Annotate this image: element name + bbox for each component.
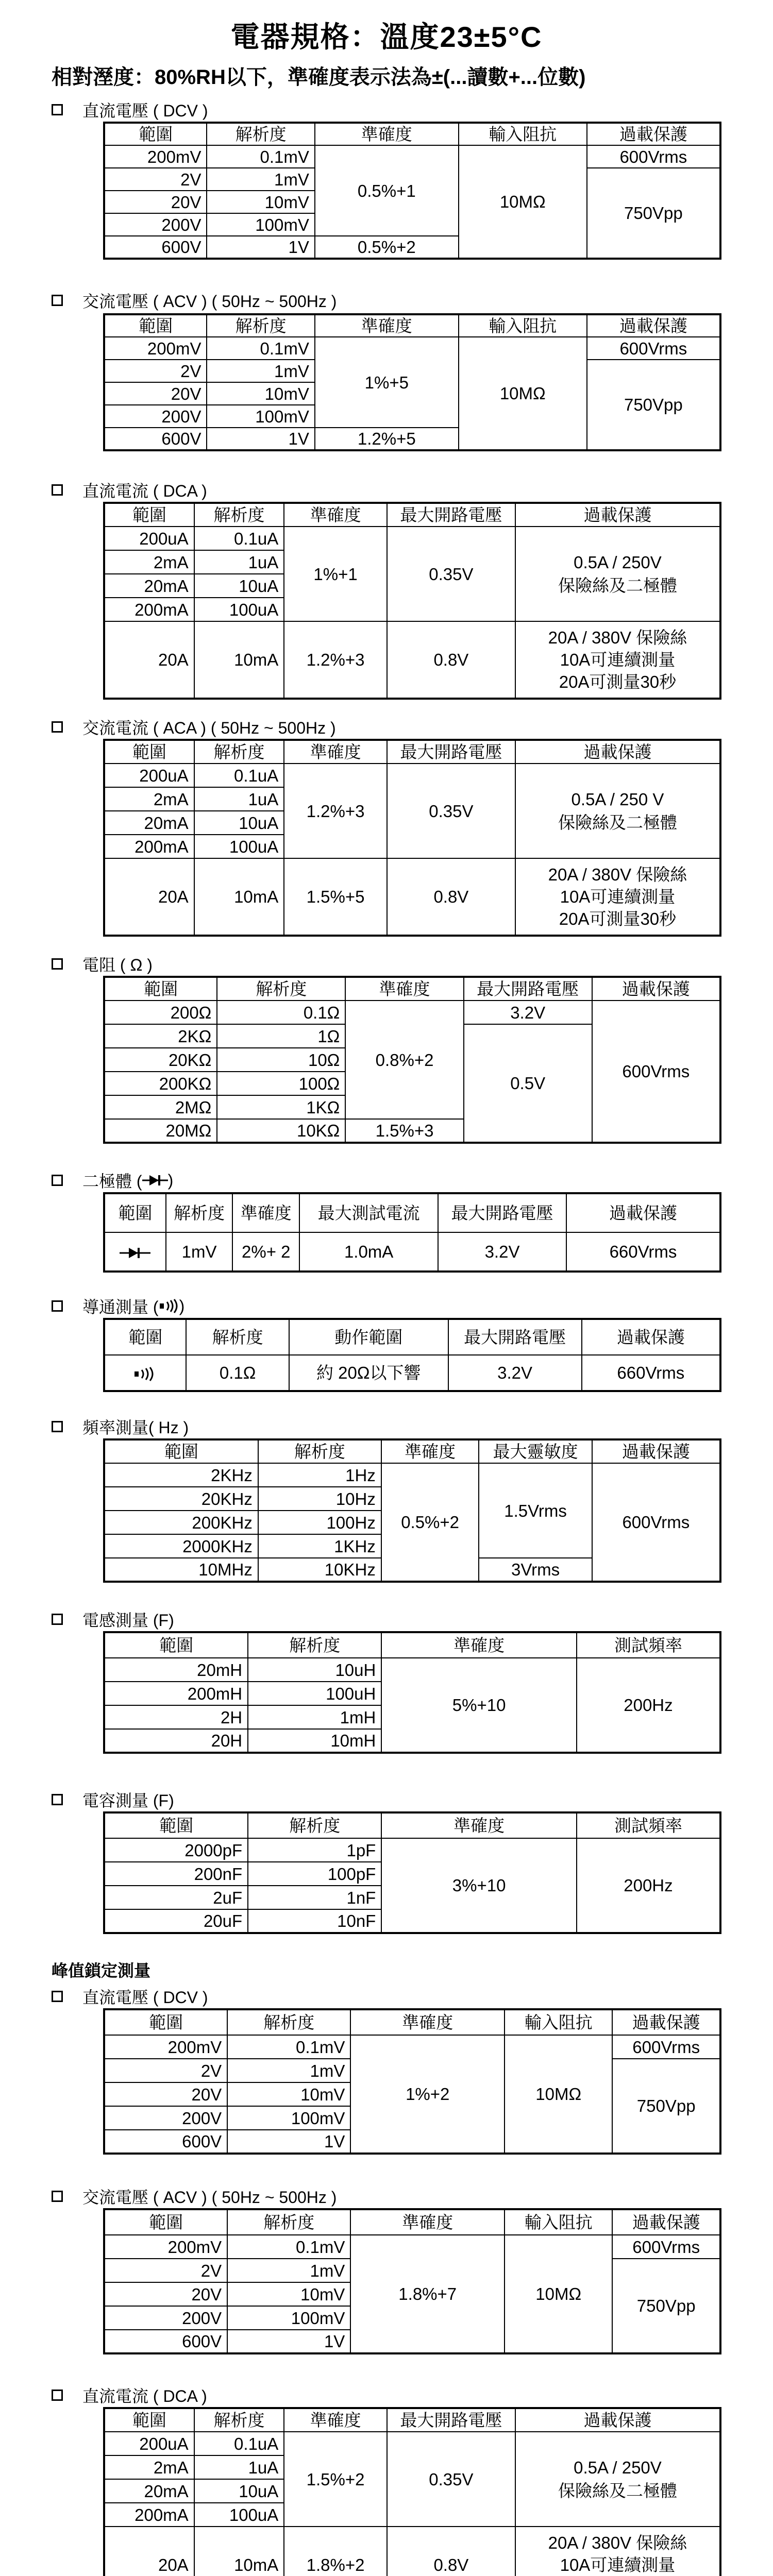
range-cell: 2KHz: [104, 1463, 258, 1487]
range-cell: 600V: [104, 2330, 227, 2353]
test-current-cell: 1.0mA: [299, 1232, 438, 1272]
sensitivity-cell: 1.5Vrms: [479, 1463, 592, 1558]
col-header-overload: 過載保護: [587, 123, 720, 145]
accuracy-cell: 1.2%+5: [315, 428, 459, 450]
range-cell: 200mV: [104, 145, 207, 168]
resolution-cell: 100mV: [227, 2106, 350, 2130]
checkbox-bullet-icon: [52, 1614, 63, 1625]
resolution-cell: 1uA: [194, 787, 284, 811]
col-header-range: 範圍: [104, 2009, 227, 2035]
overload-cell: 600Vrms: [612, 2235, 720, 2259]
resolution-cell: 1mV: [227, 2059, 350, 2082]
resolution-cell: 0.1mV: [207, 337, 314, 360]
section-capacitance-heading: 電容測量 (F): [52, 1788, 174, 1811]
range-cell: 20mA: [104, 574, 194, 598]
range-cell: 2V: [104, 360, 207, 382]
dcv-table: [103, 122, 721, 260]
resolution-cell: 1mV: [166, 1232, 233, 1272]
accuracy-cell: 1.5%+2: [284, 2432, 387, 2527]
section-peak-acv-heading: 交流電壓 ( ACV ) ( 50Hz ~ 500Hz ): [52, 2184, 337, 2208]
range-cell: 20MΩ: [104, 1119, 217, 1143]
accuracy-cell: 2%+ 2: [232, 1232, 299, 1272]
range-cell: [104, 1355, 186, 1391]
impedance-cell: 10MΩ: [505, 2235, 612, 2353]
resolution-cell: 100Ω: [217, 1072, 345, 1095]
resolution-cell: 0.1mV: [227, 2035, 350, 2059]
col-header-resolution: 解析度: [186, 1319, 289, 1355]
resolution-cell: 1KHz: [258, 1534, 381, 1558]
open-voltage-cell: 0.35V: [387, 2432, 515, 2527]
resolution-cell: 100uA: [194, 835, 284, 858]
range-cell: 200uA: [104, 527, 194, 550]
resolution-cell: 10mA: [194, 621, 284, 699]
resolution-cell: 1V: [227, 2330, 350, 2353]
col-header-accuracy: 準確度: [284, 740, 387, 764]
resolution-cell: 10Hz: [258, 1487, 381, 1511]
checkbox-bullet-icon: [52, 1421, 63, 1432]
col-header-overload: 過載保護: [592, 1439, 720, 1463]
overload-cell: 600Vrms: [612, 2035, 720, 2059]
range-cell: 20A: [104, 621, 194, 699]
range-cell: [104, 1232, 166, 1272]
peak-dcv-table: [103, 2008, 721, 2155]
open-voltage-cell: 3.2V: [448, 1355, 582, 1391]
resolution-cell: 10nF: [248, 1909, 381, 1933]
range-cell: 2000KHz: [104, 1534, 258, 1558]
capacitance-table: [103, 1811, 721, 1934]
col-header-open-voltage: 最大開路電壓: [387, 2408, 515, 2432]
range-cell: 200uA: [104, 2432, 194, 2455]
section-acv-heading: 交流電壓 ( ACV ) ( 50Hz ~ 500Hz ): [52, 289, 337, 312]
resolution-cell: 10uA: [194, 574, 284, 598]
range-cell: 2MΩ: [104, 1095, 217, 1119]
col-header-range: 範圍: [104, 2408, 194, 2432]
col-header-open-voltage: 最大開路電壓: [387, 503, 515, 527]
overload-cell: 750Vpp: [587, 168, 720, 259]
range-cell: 200mH: [104, 1682, 248, 1705]
checkbox-bullet-icon: [52, 104, 63, 115]
col-header-test-current: 最大測試電流: [299, 1193, 438, 1232]
impedance-cell: 10MΩ: [459, 145, 587, 259]
aca-table: [103, 739, 721, 937]
col-header-accuracy: 準確度: [381, 1439, 479, 1463]
section-dcv-heading: 直流電壓 ( DCV ): [52, 98, 208, 122]
range-cell: 200V: [104, 405, 207, 428]
open-voltage-cell: 0.35V: [387, 527, 515, 621]
resistance-table: [103, 976, 721, 1144]
resolution-cell: 0.1mV: [227, 2235, 350, 2259]
overload-cell: 20A / 380V 保險絲 10A可連續測量 20A可測量30秒: [515, 621, 720, 699]
range-cell: 200V: [104, 2306, 227, 2330]
accuracy-cell: 0.5%+2: [315, 236, 459, 259]
inductance-table: [103, 1631, 721, 1754]
resolution-cell: 0.1uA: [194, 764, 284, 787]
frequency-table: [103, 1438, 721, 1583]
accuracy-cell: 1%+2: [350, 2035, 505, 2154]
resolution-cell: 100pF: [248, 1862, 381, 1886]
range-cell: 200uA: [104, 764, 194, 787]
overload-cell: 660Vrms: [582, 1355, 720, 1391]
open-voltage-cell: 0.35V: [387, 764, 515, 858]
section-peak-dca-heading: 直流電流 ( DCA ): [52, 2383, 207, 2407]
range-cell: 200V: [104, 2106, 227, 2130]
accuracy-cell: 0.5%+2: [381, 1463, 479, 1582]
resolution-cell: 1uA: [194, 550, 284, 574]
col-header-accuracy: 準確度: [345, 977, 463, 1001]
range-cell: 20mH: [104, 1658, 248, 1682]
col-header-test-frequency: 測試頻率: [577, 1632, 720, 1658]
range-cell: 2V: [104, 2259, 227, 2282]
col-header-range: 範圍: [104, 1439, 258, 1463]
accuracy-cell: 1.2%+3: [284, 764, 387, 858]
dca-table: [103, 502, 721, 700]
col-header-accuracy: 準確度: [315, 314, 459, 337]
range-cell: 200mV: [104, 2235, 227, 2259]
range-cell: 600V: [104, 2130, 227, 2154]
checkbox-bullet-icon: [52, 1794, 63, 1805]
resolution-cell: 100Hz: [258, 1511, 381, 1534]
col-header-operating-range: 動作範圍: [289, 1319, 448, 1355]
col-header-test-frequency: 測試頻率: [577, 1812, 720, 1838]
range-cell: 2000pF: [104, 1838, 248, 1862]
range-cell: 200mA: [104, 835, 194, 858]
page-title: 電器規格：溫度23±5°C: [230, 21, 543, 53]
resolution-cell: 1nF: [248, 1886, 381, 1909]
col-header-overload: 過載保護: [566, 1193, 720, 1232]
resolution-cell: 0.1Ω: [217, 1001, 345, 1024]
accuracy-cell: 0.8%+2: [345, 1001, 463, 1119]
accuracy-cell: 5%+10: [381, 1658, 577, 1753]
range-cell: 200mV: [104, 337, 207, 360]
col-header-overload: 過載保護: [587, 314, 720, 337]
checkbox-bullet-icon: [52, 721, 63, 733]
range-cell: 20V: [104, 2282, 227, 2306]
resolution-cell: 10mA: [194, 2527, 284, 2576]
sensitivity-cell: 3Vrms: [479, 1558, 592, 1582]
range-cell: 2H: [104, 1705, 248, 1729]
accuracy-cell: 1.5%+3: [345, 1119, 463, 1143]
overload-cell: 0.5A / 250V 保險絲及二極體: [515, 2432, 720, 2527]
col-header-accuracy: 準確度: [315, 123, 459, 145]
checkbox-bullet-icon: [52, 1175, 63, 1186]
range-cell: 20A: [104, 2527, 194, 2576]
col-header-range: 範圍: [104, 314, 207, 337]
col-header-resolution: 解析度: [258, 1439, 381, 1463]
peak-hold-heading: 峰值鎖定測量: [52, 1961, 151, 1980]
overload-cell: 600Vrms: [587, 145, 720, 168]
range-cell: 2KΩ: [104, 1024, 217, 1048]
range-cell: 200mV: [104, 2035, 227, 2059]
range-cell: 20uF: [104, 1909, 248, 1933]
resolution-cell: 10uA: [194, 811, 284, 835]
resolution-cell: 1V: [227, 2130, 350, 2154]
accuracy-cell: 1%+5: [315, 337, 459, 428]
accuracy-cell: 1.8%+7: [350, 2235, 505, 2353]
resolution-cell: 10mA: [194, 858, 284, 936]
col-header-impedance: 輸入阻抗: [505, 2209, 612, 2235]
col-header-accuracy: 準確度: [350, 2009, 505, 2035]
resolution-cell: 10mV: [227, 2082, 350, 2106]
col-header-range: 範圍: [104, 123, 207, 145]
range-cell: 20V: [104, 382, 207, 405]
col-header-open-voltage: 最大開路電壓: [387, 740, 515, 764]
col-header-accuracy: 準確度: [232, 1193, 299, 1232]
range-cell: 2mA: [104, 787, 194, 811]
checkbox-bullet-icon: [52, 484, 63, 496]
resolution-cell: 1Hz: [258, 1463, 381, 1487]
overload-cell: 600Vrms: [592, 1001, 720, 1143]
range-cell: 20mA: [104, 2479, 194, 2503]
resolution-cell: 10mV: [227, 2282, 350, 2306]
open-voltage-cell: 3.2V: [438, 1232, 566, 1272]
col-header-overload: 過載保護: [582, 1319, 720, 1355]
test-frequency-cell: 200Hz: [577, 1838, 720, 1933]
col-header-accuracy: 準確度: [284, 2408, 387, 2432]
overload-cell: 600Vrms: [592, 1463, 720, 1582]
range-cell: 200KHz: [104, 1511, 258, 1534]
range-cell: 200V: [104, 213, 207, 236]
resolution-cell: 10uA: [194, 2479, 284, 2503]
overload-cell: 20A / 380V 保險絲 10A可連續測量: [515, 2527, 720, 2576]
resolution-cell: 0.1uA: [194, 527, 284, 550]
col-header-overload: 過載保護: [592, 977, 720, 1001]
resolution-cell: 100mV: [207, 213, 314, 236]
range-cell: 20KΩ: [104, 1048, 217, 1072]
col-header-open-voltage: 最大開路電壓: [438, 1193, 566, 1232]
resolution-cell: 10uH: [248, 1658, 381, 1682]
col-header-resolution: 解析度: [248, 1812, 381, 1838]
range-cell: 2V: [104, 168, 207, 191]
col-header-impedance: 輸入阻抗: [505, 2009, 612, 2035]
continuity-table: [103, 1318, 721, 1392]
checkbox-bullet-icon: [52, 1991, 63, 2002]
col-header-range: 範圍: [104, 1193, 166, 1232]
section-inductance-heading: 電感測量 (F): [52, 1607, 174, 1631]
resolution-cell: 1mV: [207, 360, 314, 382]
accuracy-cell: 1%+1: [284, 527, 387, 621]
open-voltage-cell: 0.8V: [387, 2527, 515, 2576]
accuracy-cell: 0.5%+1: [315, 145, 459, 236]
col-header-overload: 過載保護: [515, 503, 720, 527]
col-header-resolution: 解析度: [217, 977, 345, 1001]
col-header-range: 範圍: [104, 977, 217, 1001]
range-cell: 20A: [104, 858, 194, 936]
range-cell: 20mA: [104, 811, 194, 835]
resolution-cell: 1V: [207, 428, 314, 450]
col-header-range: 範圍: [104, 1632, 248, 1658]
resolution-cell: 10KΩ: [217, 1119, 345, 1143]
resolution-cell: 0.1uA: [194, 2432, 284, 2455]
range-cell: 2V: [104, 2059, 227, 2082]
col-header-resolution: 解析度: [227, 2009, 350, 2035]
overload-cell: 750Vpp: [587, 360, 720, 450]
open-voltage-cell: 0.8V: [387, 621, 515, 699]
section-dca-heading: 直流電流 ( DCA ): [52, 478, 207, 502]
range-cell: 600V: [104, 236, 207, 259]
col-header-range: 範圍: [104, 1319, 186, 1355]
buzzer-icon: [159, 1299, 179, 1313]
overload-cell: 660Vrms: [566, 1232, 720, 1272]
checkbox-bullet-icon: [52, 958, 63, 970]
accuracy-cell: 1.8%+2: [284, 2527, 387, 2576]
col-header-open-voltage: 最大開路電壓: [464, 977, 592, 1001]
range-cell: 600V: [104, 428, 207, 450]
col-header-overload: 過載保護: [612, 2009, 720, 2035]
section-diode-heading: 二極體 ( ): [52, 1168, 173, 1192]
test-frequency-cell: 200Hz: [577, 1658, 720, 1753]
col-header-resolution: 解析度: [194, 2408, 284, 2432]
range-cell: 20V: [104, 2082, 227, 2106]
col-header-overload: 過載保護: [515, 2408, 720, 2432]
overload-cell: 750Vpp: [612, 2259, 720, 2353]
resolution-cell: 100uH: [248, 1682, 381, 1705]
accuracy-cell: 3%+10: [381, 1838, 577, 1933]
col-header-range: 範圍: [104, 2209, 227, 2235]
range-cell: 200KΩ: [104, 1072, 217, 1095]
checkbox-bullet-icon: [52, 1300, 63, 1312]
overload-cell: 750Vpp: [612, 2059, 720, 2154]
diode-icon: [142, 1174, 168, 1187]
col-header-accuracy: 準確度: [284, 503, 387, 527]
buzzer-icon: [133, 1367, 157, 1381]
page-subtitle: 相對溼度：80%RH以下，準確度表示法為±(...讀數+...位數): [52, 66, 586, 89]
resolution-cell: 1Ω: [217, 1024, 345, 1048]
range-cell: 2mA: [104, 550, 194, 574]
col-header-resolution: 解析度: [194, 503, 284, 527]
resolution-cell: 0.1Ω: [186, 1355, 289, 1391]
range-cell: 10MHz: [104, 1558, 258, 1582]
col-header-impedance: 輸入阻抗: [459, 123, 587, 145]
accuracy-cell: 1.5%+5: [284, 858, 387, 936]
checkbox-bullet-icon: [52, 295, 63, 306]
col-header-resolution: 解析度: [207, 314, 314, 337]
col-header-overload: 過載保護: [515, 740, 720, 764]
col-header-resolution: 解析度: [227, 2209, 350, 2235]
resolution-cell: 10mV: [207, 191, 314, 213]
col-header-accuracy: 準確度: [381, 1632, 577, 1658]
resolution-cell: 10mH: [248, 1729, 381, 1753]
overload-cell: 0.5A / 250V 保險絲及二極體: [515, 527, 720, 621]
col-header-resolution: 解析度: [166, 1193, 233, 1232]
section-resistance-heading: 電阻 ( Ω ): [52, 952, 153, 976]
overload-cell: 0.5A / 250 V 保險絲及二極體: [515, 764, 720, 858]
section-continuity-heading: 導通測量 ( ): [52, 1294, 184, 1318]
col-header-accuracy: 準確度: [350, 2209, 505, 2235]
checkbox-bullet-icon: [52, 2389, 63, 2401]
col-header-range: 範圍: [104, 503, 194, 527]
col-header-accuracy: 準確度: [381, 1812, 577, 1838]
resolution-cell: 1mV: [227, 2259, 350, 2282]
col-header-resolution: 解析度: [194, 740, 284, 764]
range-cell: 20KHz: [104, 1487, 258, 1511]
range-cell: 20H: [104, 1729, 248, 1753]
resolution-cell: 1KΩ: [217, 1095, 345, 1119]
resolution-cell: 100uA: [194, 598, 284, 621]
range-cell: 200Ω: [104, 1001, 217, 1024]
open-voltage-cell: 3.2V: [464, 1001, 592, 1024]
section-frequency-heading: 頻率測量( Hz ): [52, 1415, 189, 1438]
range-cell: 200nF: [104, 1862, 248, 1886]
operating-range-cell: 約 20Ω以下響: [289, 1355, 448, 1391]
range-cell: 20V: [104, 191, 207, 213]
overload-cell: 20A / 380V 保險絲 10A可連續測量 20A可測量30秒: [515, 858, 720, 936]
range-cell: 200mA: [104, 2503, 194, 2527]
resolution-cell: 0.1mV: [207, 145, 314, 168]
resolution-cell: 1mH: [248, 1705, 381, 1729]
resolution-cell: 1pF: [248, 1838, 381, 1862]
resolution-cell: 100uA: [194, 2503, 284, 2527]
resolution-cell: 100mV: [227, 2306, 350, 2330]
col-header-range: 範圍: [104, 740, 194, 764]
peak-dca-table: [103, 2407, 721, 2576]
col-header-resolution: 解析度: [207, 123, 314, 145]
open-voltage-cell: 0.8V: [387, 858, 515, 936]
col-header-resolution: 解析度: [248, 1632, 381, 1658]
resolution-cell: 10mV: [207, 382, 314, 405]
col-header-overload: 過載保護: [612, 2209, 720, 2235]
range-cell: 200mA: [104, 598, 194, 621]
acv-table: [103, 313, 721, 451]
section-peak-dcv-heading: 直流電壓 ( DCV ): [52, 1985, 208, 2008]
section-aca-heading: 交流電流 ( ACA ) ( 50Hz ~ 500Hz ): [52, 715, 336, 739]
resolution-cell: 1uA: [194, 2455, 284, 2479]
resolution-cell: 100mV: [207, 405, 314, 428]
open-voltage-cell: 0.5V: [464, 1024, 592, 1143]
range-cell: 2uF: [104, 1886, 248, 1909]
impedance-cell: 10MΩ: [505, 2035, 612, 2154]
col-header-open-voltage: 最大開路電壓: [448, 1319, 582, 1355]
resolution-cell: 1mV: [207, 168, 314, 191]
overload-cell: 600Vrms: [587, 337, 720, 360]
diode-table: [103, 1192, 721, 1273]
col-header-impedance: 輸入阻抗: [459, 314, 587, 337]
range-cell: 2mA: [104, 2455, 194, 2479]
impedance-cell: 10MΩ: [459, 337, 587, 450]
col-header-sensitivity: 最大靈敏度: [479, 1439, 592, 1463]
peak-acv-table: [103, 2208, 721, 2354]
resolution-cell: 1V: [207, 236, 314, 259]
col-header-range: 範圍: [104, 1812, 248, 1838]
resolution-cell: 10Ω: [217, 1048, 345, 1072]
diode-icon: [120, 1246, 150, 1260]
resolution-cell: 10KHz: [258, 1558, 381, 1582]
accuracy-cell: 1.2%+3: [284, 621, 387, 699]
checkbox-bullet-icon: [52, 2191, 63, 2202]
